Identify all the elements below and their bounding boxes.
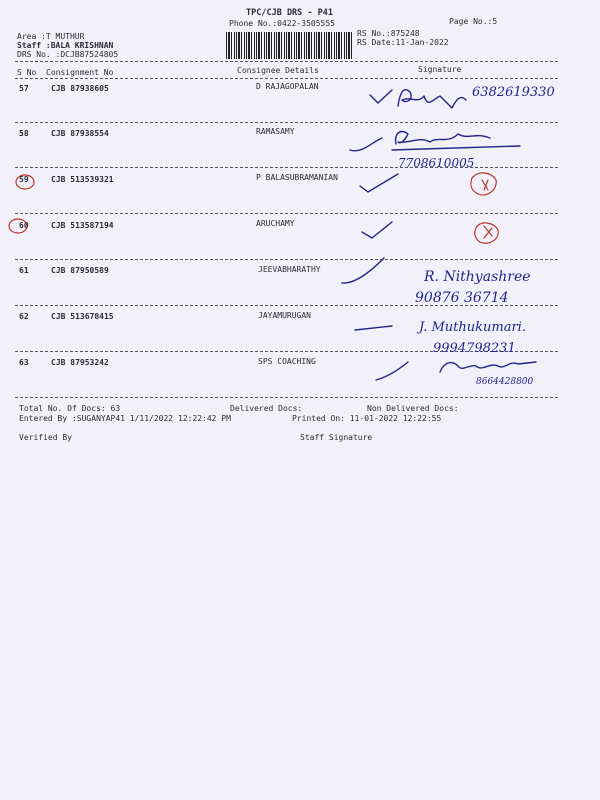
column-signature: Signature [418, 65, 462, 74]
row-divider [15, 259, 558, 260]
verified-by: Verified By [19, 433, 72, 442]
row-sno: 63 [19, 358, 29, 367]
handwritten-phone: 6382619330 [472, 85, 555, 100]
header-divider [15, 61, 558, 62]
table-row [0, 129, 600, 149]
row-consignee: JAYAMURUGAN [258, 311, 311, 320]
barcode [226, 32, 353, 59]
row-sno: 62 [19, 312, 29, 321]
column-divider [15, 78, 558, 79]
table-row [0, 358, 600, 378]
drs-number: DRS No. :DCJB87524805 [17, 50, 119, 59]
table-row [0, 312, 600, 332]
row-divider [15, 305, 558, 306]
row-divider [15, 213, 558, 214]
table-row [0, 266, 600, 286]
entered-by: Entered By :SUGANYAP41 1/11/2022 12:22:42 PM [19, 414, 231, 423]
handwritten-name: R. Nithyashree [424, 269, 531, 285]
row-consignee: RAMASAMY [256, 127, 295, 136]
row-consignee: D RAJAGOPALAN [256, 82, 319, 91]
page-number: Page No.:5 [449, 17, 498, 26]
row-consignment: CJB 513678415 [51, 312, 114, 321]
row-consignee: JEEVABHARATHY [258, 265, 321, 274]
row-sno: 60 [19, 221, 29, 230]
table-row [0, 84, 600, 104]
row-consignee: SPS COACHING [258, 357, 316, 366]
row-divider [15, 122, 558, 123]
row-sno: 58 [19, 129, 29, 138]
row-consignment: CJB 513539321 [51, 175, 114, 184]
handwritten-phone: 9994798231 [433, 341, 516, 356]
document-title: TPC/CJB DRS - P41 [246, 8, 333, 18]
row-divider [15, 397, 558, 398]
column-consignment: Consignment No [46, 68, 114, 77]
non-delivered-docs: Non Delivered Docs: [367, 404, 459, 413]
row-consignment: CJB 87938554 [51, 129, 109, 138]
column-consignee: Consignee Details [237, 66, 319, 75]
row-sno: 61 [19, 266, 29, 275]
table-row [0, 175, 600, 195]
handwritten-phone: 7708610005 [398, 156, 475, 170]
staff-label: Staff :BALA KRISHNAN [17, 41, 114, 50]
printed-on: Printed On: 11-01-2022 12:22:55 [292, 414, 442, 423]
row-sno: 57 [19, 84, 29, 93]
handwritten-phone: 8664428800 [476, 377, 534, 387]
row-divider [15, 167, 558, 168]
row-consignment: CJB 87950589 [51, 266, 109, 275]
table-row [0, 221, 600, 241]
rs-date: RS Date:11-Jan-2022 [357, 38, 449, 47]
handwritten-name: J. Muthukumari. [419, 320, 526, 335]
row-consignee: ARUCHAMY [256, 219, 295, 228]
staff-signature: Staff Signature [300, 433, 373, 442]
row-consignment: CJB 513587194 [51, 221, 114, 230]
rs-number: RS No.:875248 [357, 29, 420, 38]
handwritten-phone: 90876 36714 [415, 290, 509, 306]
row-consignment: CJB 87938605 [51, 84, 109, 93]
row-consignment: CJB 87953242 [51, 358, 109, 367]
total-docs: Total No. Of Docs: 63 [19, 404, 121, 413]
column-sno: S No [17, 68, 37, 77]
row-divider [15, 351, 558, 352]
row-consignee: P BALASUBRAMANIAN [256, 173, 338, 182]
row-sno: 59 [19, 175, 29, 184]
area-label: Area :T MUTHUR [17, 32, 85, 41]
delivered-docs: Delivered Docs: [230, 404, 303, 413]
phone-number: Phone No.:0422-3505555 [229, 19, 335, 28]
